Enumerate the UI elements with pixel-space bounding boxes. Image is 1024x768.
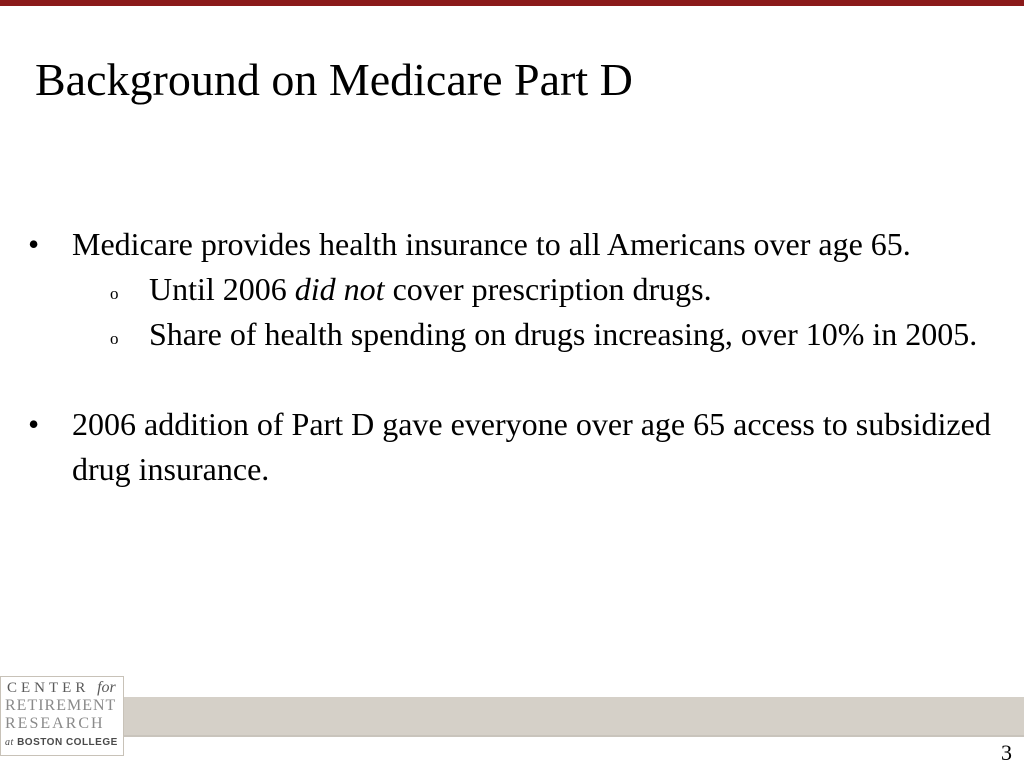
page-number: 3 (1001, 740, 1012, 765)
bullet-icon: • (28, 406, 40, 442)
sub-bullet-text: Until 2006 did not cover prescription drugs. (149, 271, 712, 307)
sub-bullet-icon: o (110, 284, 119, 303)
top-accent-bar (0, 0, 1024, 6)
bullet-text: Medicare provides health insurance to all Americans over age 65. (72, 226, 911, 262)
spacer (28, 357, 994, 402)
slide-title: Background on Medicare Part D (35, 54, 633, 105)
bullet-item-1 (28, 222, 994, 267)
emphasis-text: did not (294, 271, 385, 307)
center-for-retirement-research-logo (0, 676, 124, 756)
logo-line-2: RETIREMENT (5, 697, 117, 714)
sub-bullet-item-2 (28, 312, 994, 357)
logo-line-4: at BOSTON COLLEGE (5, 737, 118, 748)
logo-line-3: RESEARCH (5, 715, 105, 732)
footer-band (0, 697, 1024, 735)
bullet-text: 2006 addition of Part D gave everyone over age 65 access to subsidized drug insurance. (72, 406, 991, 487)
bullet-item-2 (28, 402, 994, 492)
sub-bullet-icon: o (110, 329, 119, 348)
logo-line-1: CENTER for (7, 679, 116, 696)
slide-content (28, 222, 994, 492)
bullet-icon: • (28, 226, 40, 262)
sub-bullet-text: Share of health spending on drugs increasing, over 10% in 2005. (149, 316, 978, 352)
sub-bullet-item-1 (28, 267, 994, 312)
